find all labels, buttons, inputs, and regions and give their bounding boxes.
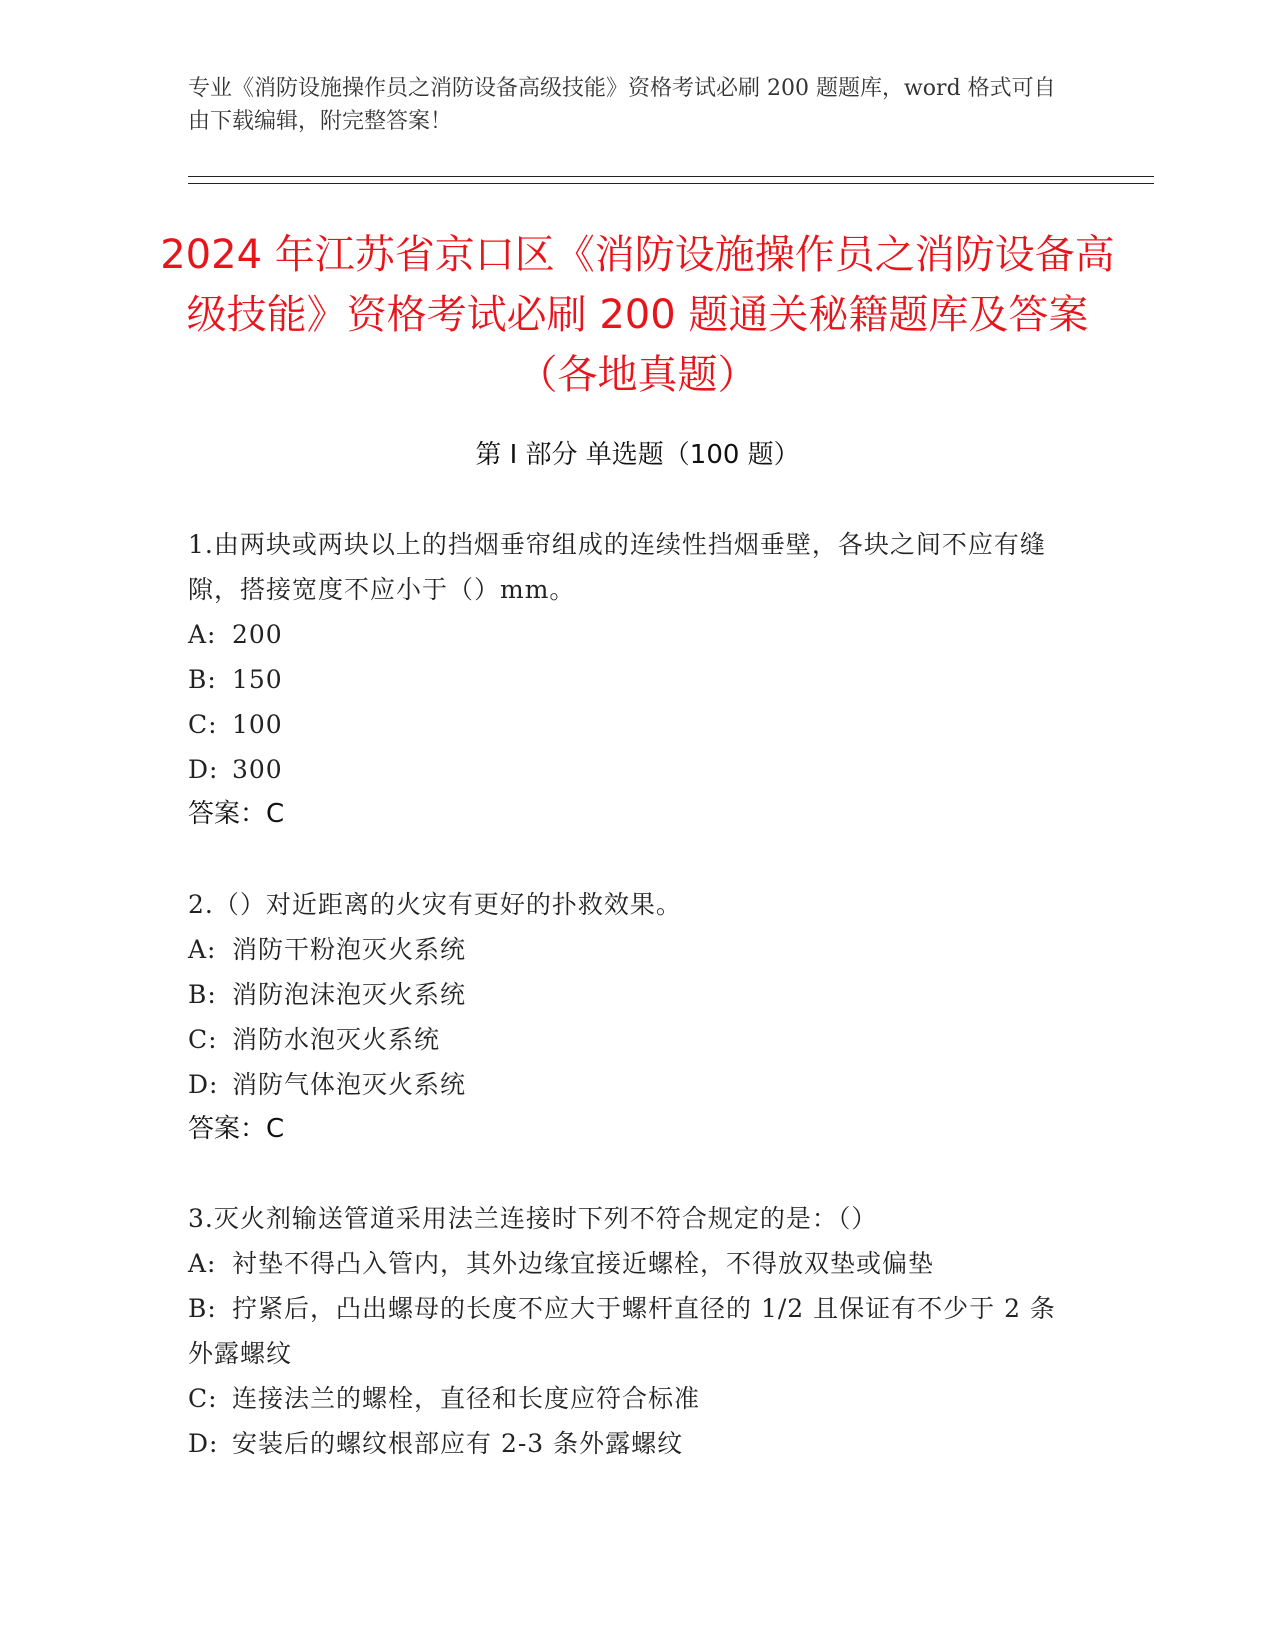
question-2 — [188, 882, 1068, 1152]
option-text: 消防气体泡灭火系统 — [232, 1070, 467, 1099]
option-b — [188, 972, 1068, 1017]
option-text: 衬垫不得凸入管内，其外边缘宜接近螺栓，不得放双垫或偏垫 — [232, 1249, 935, 1278]
option-a — [188, 1241, 1068, 1286]
option-letter: D: — [188, 755, 219, 784]
document-title: 2024 年江苏省京口区《消防设施操作员之消防设备高级技能》资格考试必刷 200 题通关秘籍题库及答案（各地真题） — [160, 232, 1115, 398]
option-letter: C: — [188, 1025, 218, 1054]
option-a — [188, 612, 1068, 657]
option-letter: B: — [188, 980, 217, 1009]
option-letter: C: — [188, 710, 218, 739]
option-d — [188, 747, 1068, 792]
option-letter: A: — [188, 935, 217, 964]
question-1 — [188, 522, 1068, 837]
option-text: 300 — [232, 755, 283, 784]
option-letter: A: — [188, 620, 217, 649]
option-text: 安装后的螺纹根部应有 2-3 条外露螺纹 — [232, 1429, 684, 1458]
question-stem: 2.（）对近距离的火灾有更好的扑救效果。 — [188, 890, 682, 919]
option-b — [188, 657, 1068, 702]
option-d — [188, 1062, 1068, 1107]
question-stem: 3.灭火剂输送管道采用法兰连接时下列不符合规定的是：（） — [188, 1204, 878, 1233]
option-letter: C: — [188, 1384, 218, 1413]
option-text: 消防干粉泡灭火系统 — [232, 935, 467, 964]
option-text: 消防泡沫泡灭火系统 — [232, 980, 467, 1009]
option-c — [188, 702, 1068, 747]
option-text: 连接法兰的螺栓，直径和长度应符合标准 — [232, 1384, 701, 1413]
option-c — [188, 1376, 1068, 1421]
option-text: 拧紧后，凸出螺母的长度不应大于螺杆直径的 1/2 且保证有不少于 2 条外露螺纹 — [188, 1294, 1056, 1368]
option-letter: D: — [188, 1070, 219, 1099]
option-letter: D: — [188, 1429, 219, 1458]
option-text: 200 — [232, 620, 283, 649]
option-a — [188, 927, 1068, 972]
answer-line: 答案：C — [188, 1114, 285, 1144]
option-text: 消防水泡灭火系统 — [232, 1025, 441, 1054]
option-letter: A: — [188, 1249, 217, 1278]
question-stem: 1.由两块或两块以上的挡烟垂帘组成的连续性挡烟垂壁，各块之间不应有缝隙，搭接宽度不应小于（）mm。 — [188, 530, 1046, 604]
option-b — [188, 1286, 1068, 1376]
header-note: 专业《消防设施操作员之消防设备高级技能》资格考试必刷 200 题题库，word 格式可自由下载编辑，附完整答案！ — [188, 76, 1056, 134]
section-heading: 第 I 部分 单选题（100 题） — [475, 440, 800, 470]
option-letter: B: — [188, 665, 217, 694]
option-letter: B: — [188, 1294, 217, 1323]
option-text: 150 — [232, 665, 283, 694]
header-divider-bottom — [188, 183, 1154, 184]
option-text: 100 — [232, 710, 283, 739]
question-3 — [188, 1196, 1068, 1466]
header-divider-top — [188, 176, 1154, 177]
answer-line: 答案：C — [188, 799, 285, 829]
option-c — [188, 1017, 1068, 1062]
option-d — [188, 1421, 1068, 1466]
